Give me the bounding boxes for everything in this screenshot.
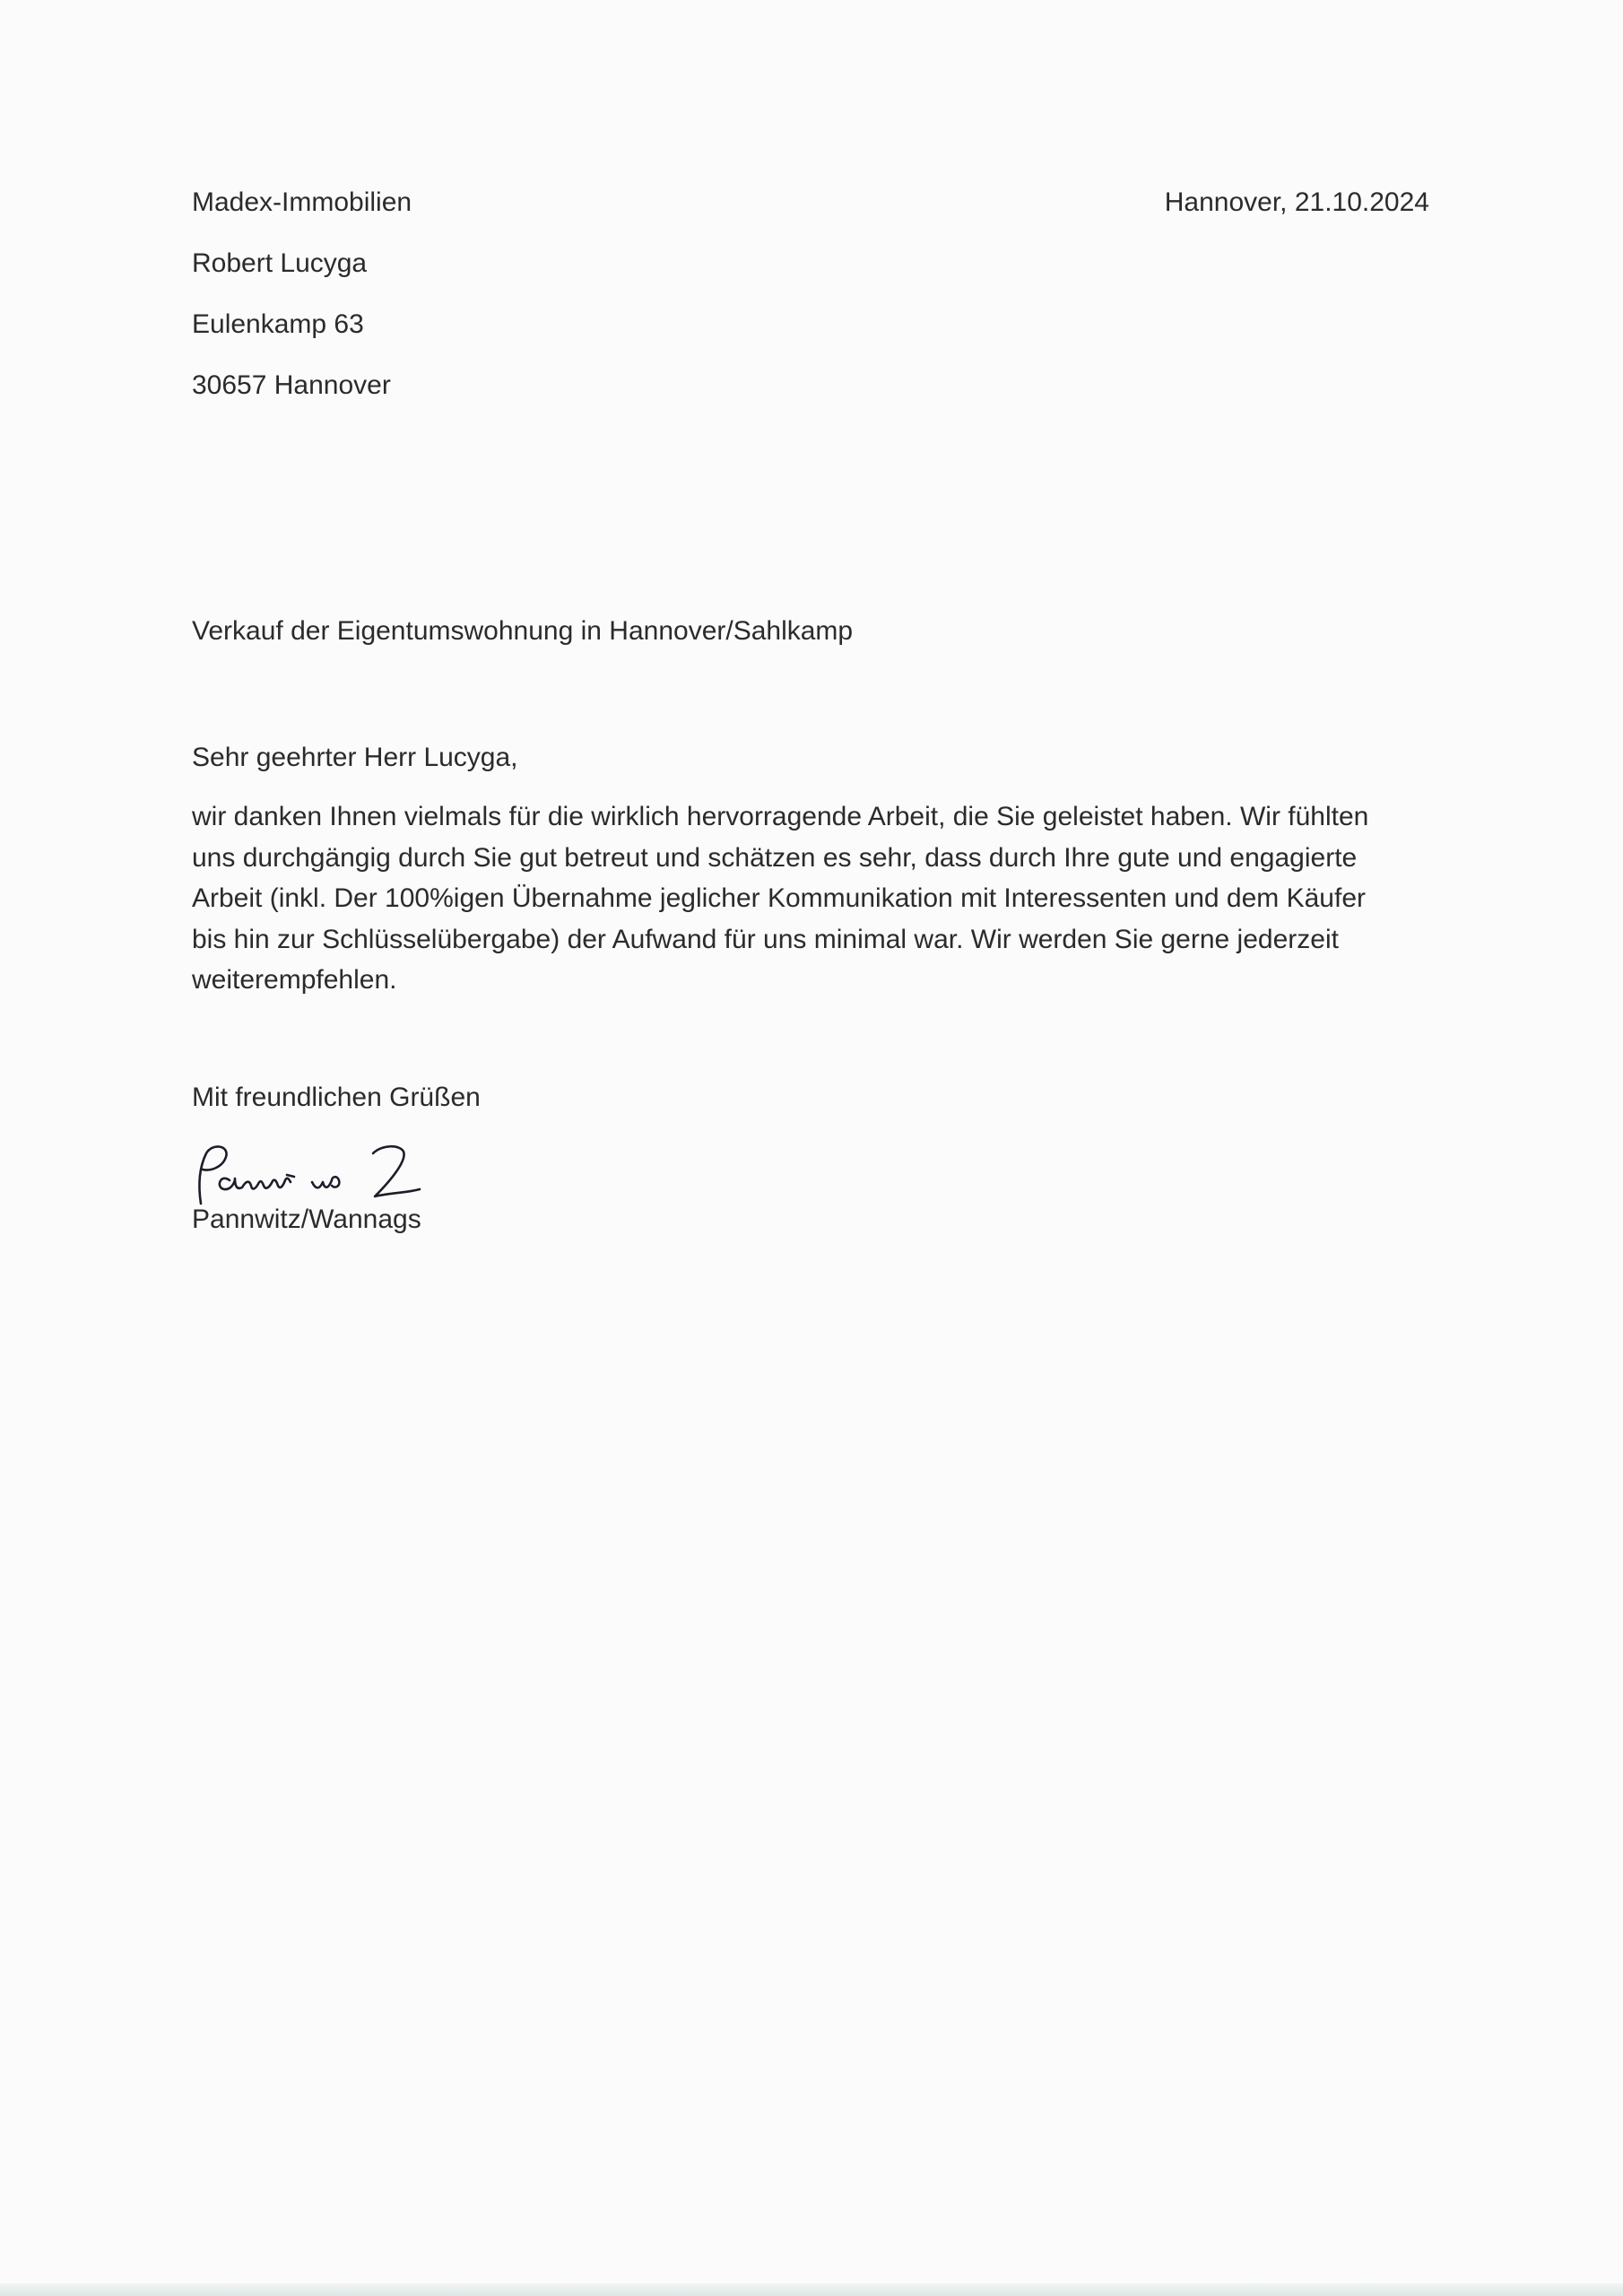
signer-name: Pannwitz/Wannags	[192, 1205, 421, 1234]
body-line: uns durchgängig durch Sie gut betreut und schätzen es sehr, dass durch Ihre gute und engagierte	[192, 842, 1358, 873]
sender-company: Madex-Immobilien	[192, 187, 412, 217]
body-line: wir danken Ihnen vielmals für die wirklich hervorragende Arbeit, die Sie geleistet haben. Wir fühlten	[192, 802, 1369, 831]
sender-street: Eulenkamp 63	[192, 309, 364, 339]
body-line: weiterempfehlen.	[192, 965, 397, 995]
paper-bottom-edge	[0, 2283, 1623, 2296]
salutation: Sehr geehrter Herr Lucyga,	[192, 743, 518, 772]
body-line: bis hin zur Schlüsselübergabe) der Aufwand für uns minimal war. Wir werden Sie gerne jederzeit	[192, 924, 1339, 954]
letter-date: Hannover, 21.10.2024	[1164, 187, 1429, 217]
sender-city: 30657 Hannover	[192, 370, 391, 400]
body-line: Arbeit (inkl. Der 100%igen Übernahme jeglicher Kommunikation mit Interessenten und dem Käufer	[192, 883, 1366, 913]
closing-phrase: Mit freundlichen Grüßen	[192, 1083, 481, 1112]
letter-body	[192, 796, 1447, 1001]
sender-name: Robert Lucyga	[192, 248, 368, 278]
subject-line: Verkauf der Eigentumswohnung in Hannover/Sahlkamp	[192, 616, 854, 646]
